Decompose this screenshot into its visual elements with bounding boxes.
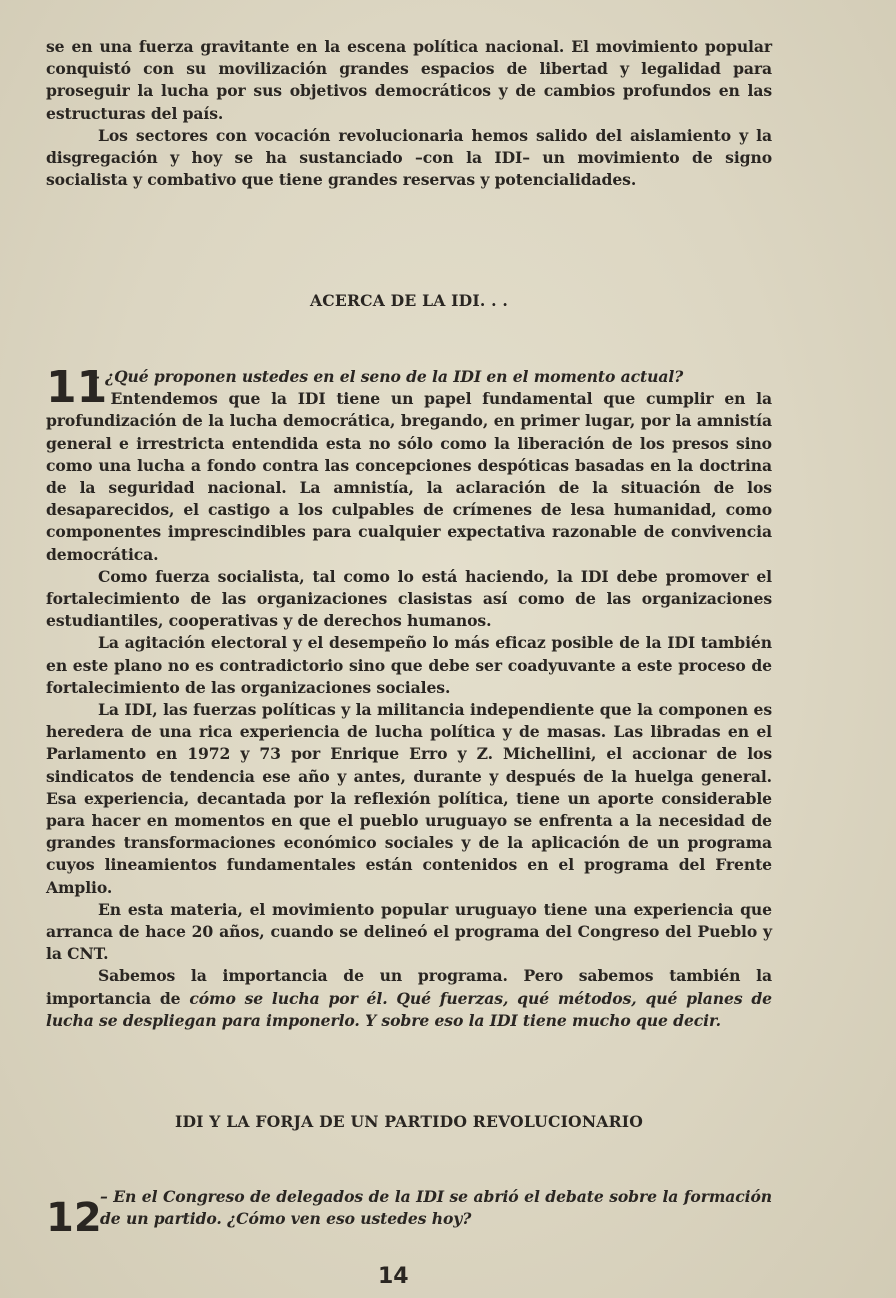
question-number-11: 11 bbox=[46, 362, 108, 413]
answer-11-paragraph-6-plain: Sabemos la importancia de un programa. Pero sabemos también la importancia de bbox=[46, 966, 772, 1008]
intro-paragraph-1: se en una fuerza gravitante en la escena política nacional. El movimiento popular conquistó con su movilización grandes espacios de libertad y legalidad para proseguir la lucha por sus objetivos democráticos y de cambios profundos en las estructuras del país. bbox=[46, 37, 772, 123]
question-12: – En el Congreso de delegados de la IDI se abrió el debate sobre la formación de un partido. ¿Cómo ven eso ustedes hoy? bbox=[100, 1187, 772, 1229]
page-number: 14 bbox=[378, 1264, 409, 1289]
section1-body bbox=[46, 362, 772, 1032]
intro-text bbox=[46, 36, 772, 191]
answer-11-paragraph-5: En esta materia, el movimiento popular uruguayo tiene una experiencia que arranca de hace 20 años, cuando se delineó el programa del Congreso del Pueblo y la CNT. bbox=[46, 899, 772, 964]
question-number-12: 12 bbox=[46, 1195, 102, 1241]
section-heading-forja: IDI Y LA FORJA DE UN PARTIDO REVOLUCIONARIO bbox=[174, 1112, 644, 1131]
question-11: – ¿Qué proponen ustedes en el seno de la IDI en el momento actual? bbox=[92, 367, 684, 386]
answer-11-first: – Entendemos que la IDI tiene un papel fundamental que cumplir en la profundización de la lucha democrática, bregando, en primer lugar, por la amnistía general e irrestricta entendida esta no sólo como la liberación de los presos sino como una lucha a fondo contra las concepciones despóticas basadas en la doctrina de la seguridad nacional. La amnistía, la aclaración de la situación de los desaparecidos, el castigo a los culpables de crímenes de lesa humanidad, como componentes imprescindibles para cualquier expectativa razonable de convivencia democrática. bbox=[46, 389, 772, 564]
answer-11-paragraph-6 bbox=[46, 965, 772, 1032]
section-heading-acerca: ACERCA DE LA IDI. . . bbox=[309, 291, 509, 310]
answer-11-paragraph-2: Como fuerza socialista, tal como lo está haciendo, la IDI debe promover el fortalecimiento de las organizaciones clasistas así como de las organizaciones estudiantiles, cooperativas y de derechos humanos. bbox=[46, 566, 772, 631]
answer-11-paragraph-6-italic: cómo se lucha por él. Qué fuerzas, qué métodos, qué planes de lucha se despliegan para imponerlo. Y sobre eso la IDI tiene mucho que decir. bbox=[46, 988, 772, 1030]
intro-paragraph-2: Los sectores con vocación revolucionaria hemos salido del aislamiento y la disgregación y hoy se ha sustanciado –con la IDI– un movimiento de signo socialista y combativo que tiene grandes reservas y potencialidades. bbox=[46, 125, 772, 190]
answer-11-paragraph-4: La IDI, las fuerzas políticas y la militancia independiente que la componen es heredera de una rica experiencia de lucha política y de masas. Las libradas en el Parlamento en 1972 y 73 por Enrique Erro y Z. Michellini, el accionar de los sindicatos de tendencia ese año y antes, durante y después de la huelga general. Esa experiencia, decantada por la reflexión política, tiene un aporte considerable para hacer en momentos en que el pueblo uruguayo se enfrenta a la necesidad de grandes transformaciones económico sociales y de la aplicación de un programa cuyos lineamientos fundamentales están contenidos en el programa del Frente Amplio. bbox=[46, 700, 772, 897]
answer-11-paragraph-3: La agitación electoral y el desempeño lo más eficaz posible de la IDI también en este plano no es contradictorio sino que debe ser coadyuvante a este proceso de fortalecimiento de las organizaciones sociales. bbox=[46, 633, 772, 697]
